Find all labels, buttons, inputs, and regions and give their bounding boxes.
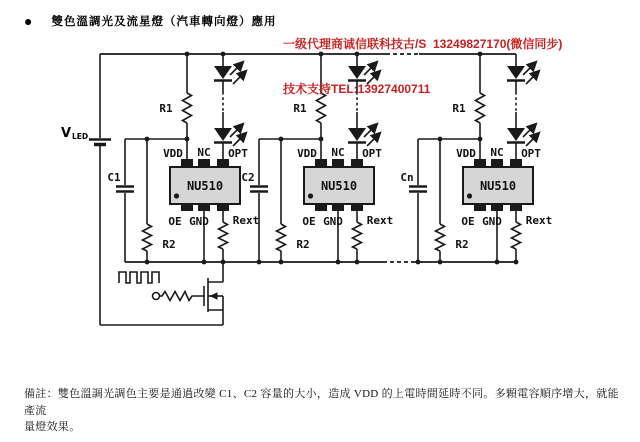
pin-gnd-label: GND	[482, 215, 502, 228]
rext-label: Rext	[232, 214, 260, 227]
pin-gnd-label: GND	[323, 215, 343, 228]
r2-label: R2	[296, 238, 310, 251]
pin-nc-label: NC	[197, 146, 211, 159]
pin-opt-label: OPT	[362, 147, 382, 160]
vled-label	[61, 126, 88, 141]
footnote-line1: 備註：雙色溫調光調色主要是通過改變 C1、C2 容量的大小，造成 VDD 的上電時間延時不同。多顆電容順序增大，就能產流	[24, 388, 619, 417]
supplier-contact	[283, 7, 562, 112]
pin-vdd-label: VDD	[163, 147, 183, 160]
svg-text:V: V	[61, 126, 72, 141]
cap-label: Cn	[400, 171, 414, 184]
pin-nc-label: NC	[331, 146, 345, 159]
footnote	[24, 386, 624, 436]
ic-name: NU510	[479, 179, 517, 193]
cap-label: C2	[241, 171, 255, 184]
svg-text:LED: LED	[72, 132, 89, 141]
pwm-input-terminal	[153, 293, 160, 300]
pin-oe-label: OE	[461, 215, 475, 228]
ic-name: NU510	[186, 179, 224, 193]
r1-label: R1	[159, 102, 173, 115]
supplier-contact-line1: 一级代理商诚信联科技古/S 13249827170(微信同步)	[283, 37, 563, 51]
r2-label: R2	[455, 238, 469, 251]
pin-nc-label: NC	[490, 146, 504, 159]
ic-name: NU510	[320, 179, 358, 193]
rext-label: Rext	[525, 214, 553, 227]
pin-oe-label: OE	[168, 215, 182, 228]
vled-battery-icon	[89, 54, 111, 325]
pin-opt-label: OPT	[521, 147, 541, 160]
header	[24, 13, 276, 29]
pin-opt-label: OPT	[228, 147, 248, 160]
pin-vdd-label: VDD	[297, 147, 317, 160]
pin-vdd-label: VDD	[456, 147, 476, 160]
bullet-icon: ●	[24, 13, 33, 29]
pin-gnd-label: GND	[189, 215, 209, 228]
footnote-line2: 量燈效果。	[24, 421, 81, 433]
nmos-transistor-icon	[153, 262, 224, 325]
r1-label: R1	[293, 102, 307, 115]
pwm-waveform-icon	[119, 272, 159, 283]
page-title: 雙色溫調光及流星燈（汽車轉向燈）應用	[51, 16, 277, 28]
cap-label: C1	[107, 171, 121, 184]
supplier-contact-line2: 技术支持TEL:13927400711	[283, 82, 431, 96]
rext-label: Rext	[366, 214, 394, 227]
r1-label: R1	[452, 102, 466, 115]
pin-oe-label: OE	[302, 215, 316, 228]
r2-label: R2	[162, 238, 176, 251]
